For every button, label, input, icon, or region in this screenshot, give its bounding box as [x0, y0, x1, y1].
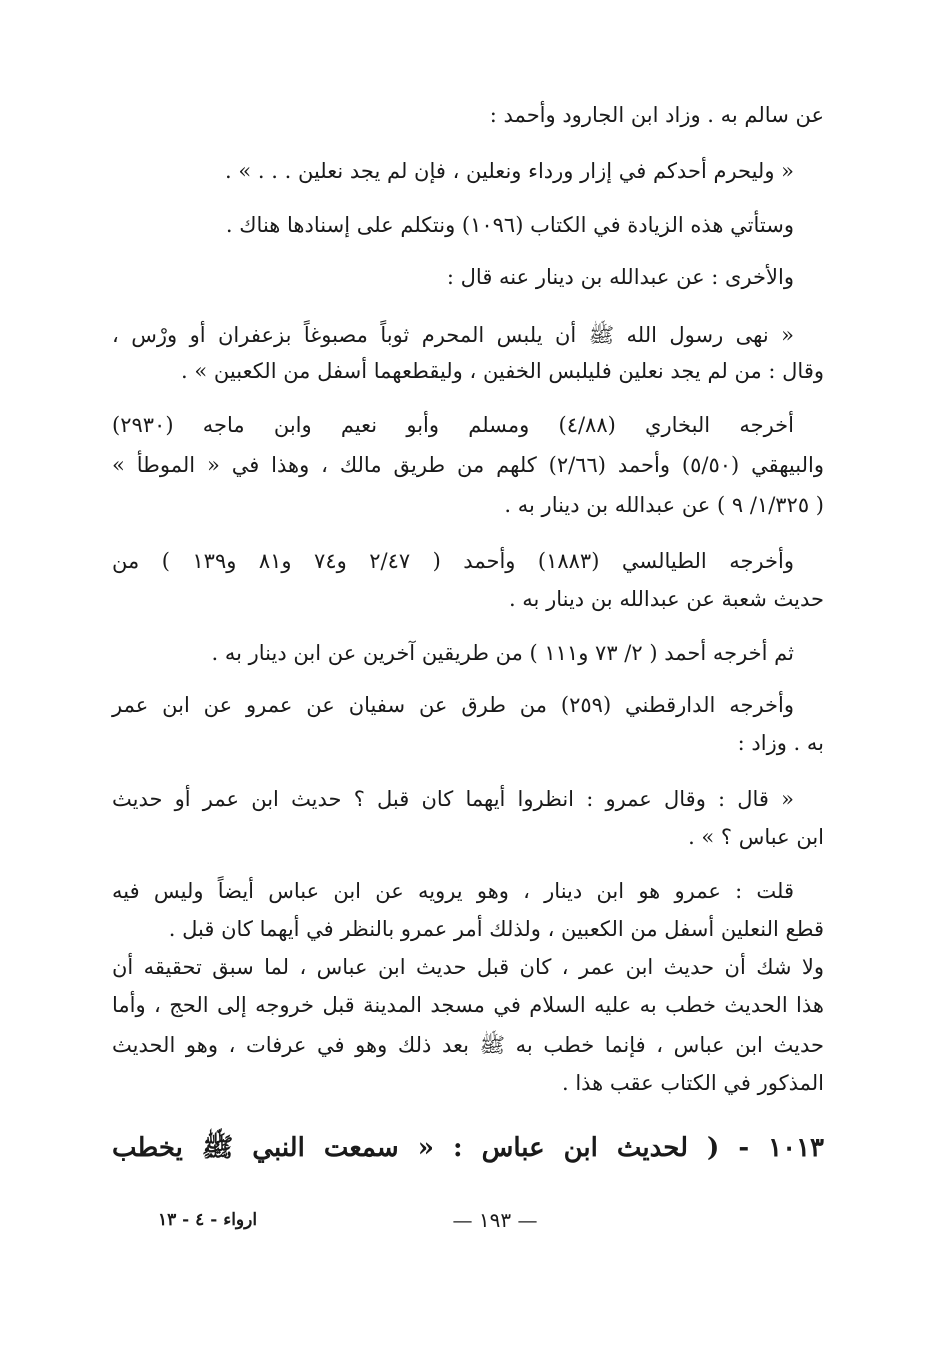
text-line-19: ولا شك أن حديث ابن عمر ، كان قبل حديث ابن عباس ، لما سبق تحقيقه أن — [112, 955, 824, 979]
text-line-15: « قال : وقال عمرو : انظروا أيهما كان قبل ؟ حديث ابن عمر أو حديث — [112, 787, 794, 811]
text-line-3: وستأتي هذه الزيادة في الكتاب (١٠٩٦) ونتكلم على إسنادها هناك . — [225, 213, 794, 237]
text-line-17: قلت : عمرو هو ابن دينار ، وهو يرويه عن ابن عباس أيضاً وليس فيه — [112, 879, 794, 903]
text-line-11: حديث شعبة عن عبدالله بن دينار به . — [508, 587, 824, 611]
text-line-22: المذكور في الكتاب عقب هذا . — [561, 1071, 824, 1095]
text-line-8: والبيهقي (٥/٥٠) وأحمد (٢/٦٦) كلهم من طريق مالك ، وهذا في « الموطأ » — [112, 453, 824, 477]
text-line-9: ( ١/٣٢٥/ ٩ ) عن عبدالله بن دينار به . — [504, 493, 824, 517]
text-line-7: أخرجه البخاري (٤/٨٨) ومسلم وأبو نعيم وابن ماجه (٢٩٣٠) — [112, 413, 794, 437]
text-line-14: به . وزاد : — [737, 731, 824, 755]
text-line-10: وأخرجه الطيالسي (١٨٨٣) وأحمد ( ٢/٤٧ و٧٤ و٨١ و١٣٩ ) من — [112, 549, 794, 573]
text-line-2: « وليحرم أحدكم في إزار ورداء ونعلين ، فإن لم يجد نعلين . . . » . — [225, 159, 794, 183]
text-line-1: عن سالم به . وزاد ابن الجارود وأحمد : — [489, 103, 824, 127]
text-line-20: هذا الحديث خطب به عليه السلام في مسجد المدينة قبل خروجه إلى الحج ، وأما — [112, 993, 824, 1017]
text-line-21: حديث ابن عباس ، فإنما خطب به ﷺ بعد ذلك وهو في عرفات ، وهو الحديث — [112, 1033, 824, 1057]
text-line-18: قطع النعلين أسفل من الكعبين ، ولذلك أمر عمرو بالنظر في أيهما كان قبل . — [168, 917, 824, 941]
text-line-5: « نهى رسول الله ﷺ أن يلبس المحرم ثوباً مصبوغاً بزعفران أو ورْس ، — [112, 323, 794, 347]
text-line-16: ابن عباس ؟ » . — [688, 825, 824, 849]
text-line-6: وقال : من لم يجد نعلين فليلبس الخفين ، وليقطعهما أسفل من الكعبين » . — [181, 359, 824, 383]
text-line-13: وأخرجه الدارقطني (٢٥٩) من طرق عن سفيان عن عمرو عن ابن عمر — [112, 693, 794, 717]
text-line-4: والأخرى : عن عبدالله بن دينار عنه قال : — [446, 265, 794, 289]
page-number: — ١٩٣ — — [452, 1208, 538, 1232]
hadith-heading: ١٠١٣ - ( لحديث ابن عباس : « سمعت النبي ﷺ يخطب — [112, 1133, 824, 1163]
footer-signature: ارواء - ٤ - ١٣ — [158, 1210, 258, 1230]
text-line-12: ثم أخرجه أحمد ( ٢/ ٧٣ و١١١ ) من طريقين آخرين عن ابن دينار به . — [211, 641, 794, 665]
